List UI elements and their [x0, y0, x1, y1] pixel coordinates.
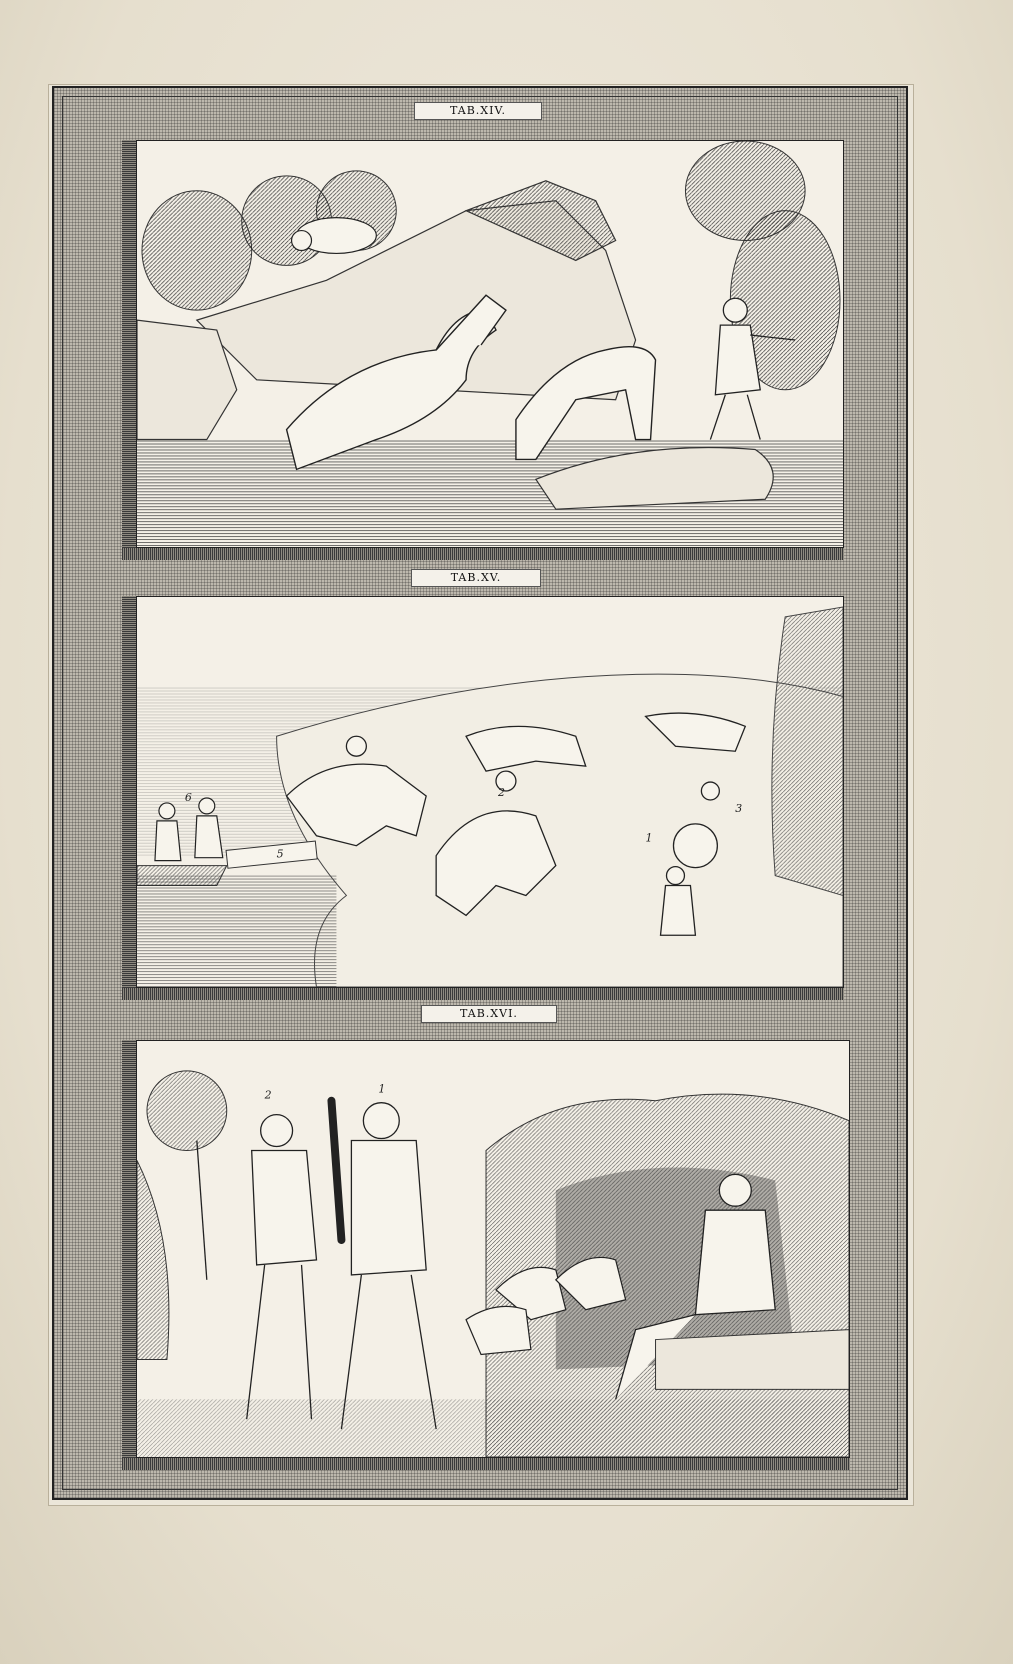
margin-mark: ·	[881, 1494, 885, 1505]
ground	[137, 1399, 849, 1457]
plate-xiv-engraving	[136, 140, 844, 548]
panel-bevel-bottom	[122, 988, 844, 1000]
scene-number-1: 1	[645, 831, 653, 845]
panel-bevel-side	[122, 596, 136, 1000]
panel-bevel-side	[122, 140, 136, 560]
scene-number-2: 2	[497, 785, 505, 799]
scene-number-5: 5	[276, 847, 284, 861]
scene-number-1: 1	[378, 1082, 386, 1096]
plate-xvi-panel	[122, 1040, 850, 1470]
scene-number-3: 3	[735, 801, 743, 815]
boat	[137, 866, 227, 886]
plate-xiv-panel	[122, 140, 844, 560]
panel-bevel-bottom	[122, 1458, 850, 1470]
plate-label-xv: TAB.XV.	[411, 569, 541, 587]
plate-label-xiv: TAB.XIV.	[414, 102, 542, 120]
plate-xvi-engraving	[136, 1040, 850, 1458]
water-bottom	[137, 876, 336, 987]
plate-xv-panel	[122, 596, 844, 1000]
plate-xv-engraving	[136, 596, 844, 988]
scene-number-6: 6	[184, 790, 192, 804]
plate-label-xvi: TAB.XVI.	[421, 1005, 557, 1023]
scene-number-2: 2	[264, 1088, 272, 1102]
panel-bevel-bottom	[122, 548, 844, 560]
panel-bevel-side	[122, 1040, 136, 1470]
